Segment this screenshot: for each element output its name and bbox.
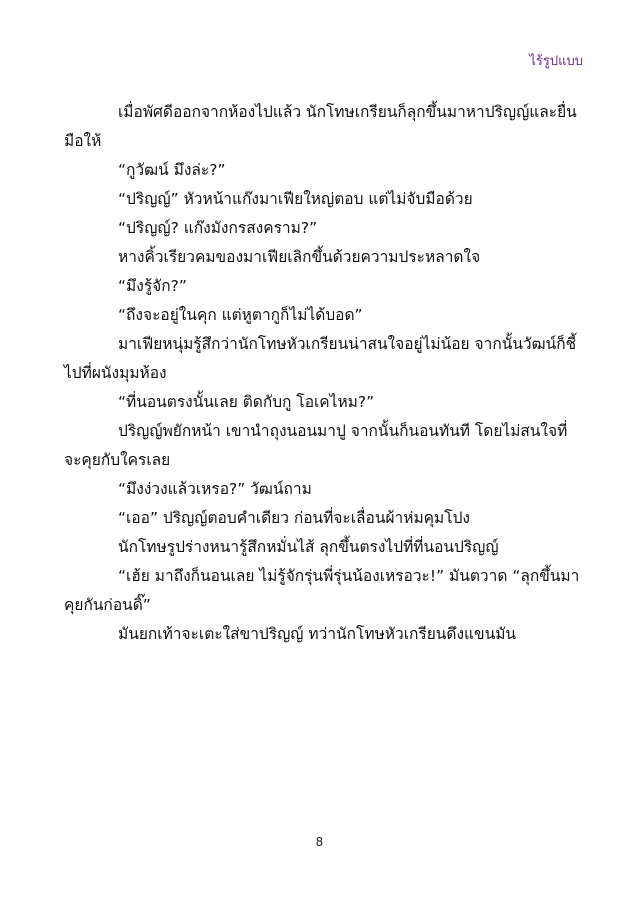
- paragraph: มาเฟียหนุ่มรู้สึกว่านักโทษหัวเกรียนน่าสนใจอยู่ไม่น้อย จากนั้นวัฒน์ก็ชี้ไปที่ผนังมุมห้อง: [64, 335, 577, 382]
- paragraph: “มึงง่วงแล้วเหรอ?” วัฒน์ถาม: [118, 480, 312, 498]
- paragraph: เมื่อพัศดีออกจากห้องไปแล้ว นักโทษเกรียนก็ลุกขึ้นมาหาปริญญ์และยื่นมือให้: [64, 103, 577, 150]
- paragraph: นักโทษรูปร่างหนารู้สึกหมั่นไส้ ลุกขึ้นตรงไปที่ที่นอนปริญญ์: [118, 538, 499, 556]
- paragraph: “ปริญญ์? แก๊งมังกรสงคราม?”: [118, 219, 318, 237]
- paragraph: ปริญญ์พยักหน้า เขานำถุงนอนมาปู จากนั้นก็นอนทันที โดยไม่สนใจที่จะคุยกับใครเลย: [64, 422, 568, 469]
- paragraph: “เออ” ปริญญ์ตอบคำเดียว ก่อนที่จะเลื่อนผ้าห่มคุมโปง: [118, 509, 470, 527]
- paragraph: “ปริญญ์” หัวหน้าแก๊งมาเฟียใหญ่ตอบ แต่ไม่จับมือด้วย: [118, 190, 473, 208]
- page-number: 8: [315, 835, 324, 849]
- paragraph: “เฮ้ย มาถึงก็นอนเลย ไม่รู้จักรุ่นพี่รุ่นน้องเหรอวะ!” มันตวาด “ลุกขึ้นมาคุยกันก่อนดิ๊”: [64, 567, 580, 614]
- paragraph: “มึงรู้จัก?”: [118, 277, 187, 295]
- running-header: ไร้รูปแบบ: [529, 54, 583, 69]
- paragraph: “กูวัฒน์ มึงล่ะ?”: [118, 161, 226, 179]
- paragraph: หางคิ้วเรียวคมของมาเฟียเลิกขึ้นด้วยความประหลาดใจ: [118, 248, 481, 266]
- paragraph: มันยกเท้าจะเตะใส่ขาปริญญ์ ทว่านักโทษหัวเกรียนดึงแขนมัน: [118, 625, 517, 643]
- body-text: [64, 98, 584, 649]
- paragraph: “ถึงจะอยู่ในคุก แต่หูตากูก็ไม่ได้บอด”: [118, 306, 363, 324]
- paragraph: “ที่นอนตรงนั้นเลย ติดกับกู โอเคไหม?”: [118, 393, 375, 411]
